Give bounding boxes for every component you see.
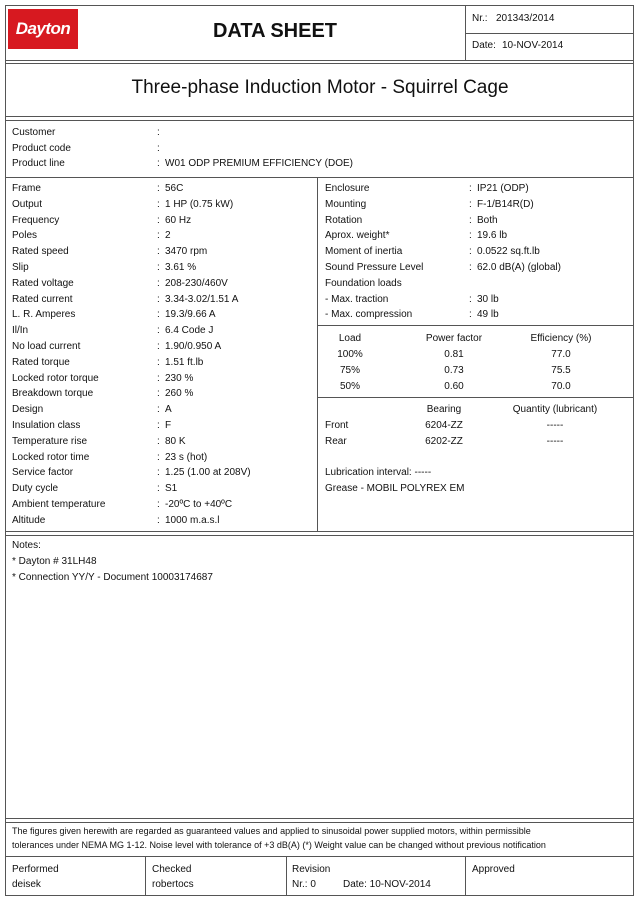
spec-colon: : xyxy=(157,309,160,321)
spec-value: F xyxy=(165,420,172,431)
note-item: * Dayton # 31LH48 xyxy=(12,556,97,567)
spec-colon: : xyxy=(157,483,160,495)
notes-label: Notes: xyxy=(12,540,41,551)
spec-colon: : xyxy=(157,198,160,210)
spec-label: Slip xyxy=(12,262,29,273)
checked-value: robertocs xyxy=(152,879,194,890)
spec-label: Duty cycle xyxy=(12,483,59,495)
spec-colon: : xyxy=(157,435,160,447)
spec-label: Temperature rise xyxy=(12,435,88,447)
spec-value: 6.4 Code J xyxy=(165,325,214,337)
identity-label: Customer xyxy=(12,127,56,138)
load-table-cell: 75.5 xyxy=(551,365,571,376)
bearing-table-header: Quantity (lubricant) xyxy=(512,404,598,415)
page-subtitle: Three-phase Induction Motor - Squirrel Cage xyxy=(131,77,509,98)
spec-value: 19.3/9.66 A xyxy=(165,309,216,321)
bearing-table-header: Bearing xyxy=(426,404,462,415)
spec-label: Insulation class xyxy=(12,420,81,431)
spec-colon: : xyxy=(157,404,160,416)
load-table-cell: 0.73 xyxy=(444,365,464,376)
spec-colon: : xyxy=(157,183,160,194)
spec-value: 80 K xyxy=(165,435,186,447)
spec-value: 0.0522 sq.ft.lb xyxy=(477,246,540,258)
spec-value: 3.34-3.02/1.51 A xyxy=(165,293,239,305)
lubrication-grease: Grease - MOBIL POLYREX EM xyxy=(325,483,465,494)
spec-label: Output xyxy=(12,198,43,210)
spec-colon: : xyxy=(469,293,472,305)
spec-label: Rated current xyxy=(12,293,73,305)
spec-value: A xyxy=(165,404,172,416)
spec-value: -20ºC to +40ºC xyxy=(165,499,233,510)
spec-colon: : xyxy=(157,372,160,384)
spec-label: Altitude xyxy=(12,514,46,526)
identity-label: Product line xyxy=(12,158,65,169)
spec-value: 1.25 (1.00 at 208V) xyxy=(165,467,251,479)
spec-label: Breakdown torque xyxy=(12,388,94,400)
spec-value: 62.0 dB(A) (global) xyxy=(477,262,561,273)
document-title: DATA SHEET xyxy=(212,20,338,42)
spec-value: 1000 m.a.s.l xyxy=(165,514,220,526)
load-table-cell: 70.0 xyxy=(551,381,571,392)
spec-colon: : xyxy=(157,277,160,289)
revision-date: Date: 10-NOV-2014 xyxy=(343,879,431,890)
spec-colon: : xyxy=(157,230,160,242)
load-table-cell: 75% xyxy=(339,365,360,376)
identity-colon: : xyxy=(157,142,160,154)
spec-colon: : xyxy=(469,183,472,194)
spec-value: 19.6 lb xyxy=(477,230,508,242)
spec-label: Sound Pressure Level xyxy=(325,262,424,273)
performed-label: Performed xyxy=(12,864,59,875)
spec-value: 60 Hz xyxy=(165,214,192,226)
disclaimer-line-2: tolerances under NEMA MG 1-12. Noise level with tolerance of +3 dB(A) (*) Weight value can be changed without previous notification xyxy=(12,840,546,850)
spec-value: S1 xyxy=(165,483,178,495)
spec-label: Frequency xyxy=(12,214,60,226)
bearing-model: 6202-ZZ xyxy=(425,435,463,447)
spec-value: 3.61 % xyxy=(165,262,197,273)
identity-label: Product code xyxy=(12,142,71,154)
bearing-quantity: ----- xyxy=(546,435,564,447)
spec-value: 2 xyxy=(165,230,171,242)
spec-colon: : xyxy=(157,214,160,226)
performed-value: deisek xyxy=(12,879,41,890)
spec-colon: : xyxy=(157,467,160,479)
spec-value: 3470 rpm xyxy=(165,246,208,258)
spec-label: Locked rotor time xyxy=(12,451,90,463)
spec-label: - Max. compression xyxy=(325,309,413,321)
spec-colon: : xyxy=(157,341,160,352)
spec-colon: : xyxy=(157,262,160,273)
revision-label: Revision xyxy=(292,864,331,875)
spec-label: Rated speed xyxy=(12,246,69,258)
spec-colon: : xyxy=(469,309,472,321)
spec-colon: : xyxy=(157,420,160,431)
spec-label: Locked rotor torque xyxy=(12,372,99,384)
spec-label: Rotation xyxy=(325,214,363,226)
identity-colon: : xyxy=(157,158,160,169)
spec-colon: : xyxy=(469,230,472,242)
identity-colon: : xyxy=(157,127,160,138)
spec-label: Rated torque xyxy=(12,356,70,368)
spec-colon: : xyxy=(469,246,472,258)
spec-value: IP21 (ODP) xyxy=(477,183,529,194)
spec-value: 260 % xyxy=(165,388,194,400)
load-table-cell: 50% xyxy=(339,381,360,392)
spec-colon: : xyxy=(157,514,160,526)
spec-value: 30 lb xyxy=(477,293,499,305)
spec-label: - Max. traction xyxy=(325,293,389,305)
spec-label: Enclosure xyxy=(325,183,370,194)
spec-value: 49 lb xyxy=(477,309,499,321)
load-table-cell: 100% xyxy=(337,349,363,360)
spec-label: Ambient temperature xyxy=(12,499,106,510)
doc-number-value: 201343/2014 xyxy=(496,13,555,24)
spec-value: 1.51 ft.lb xyxy=(165,356,204,368)
revision-number: Nr.: 0 xyxy=(292,879,316,890)
doc-date-value: 10-NOV-2014 xyxy=(502,40,564,51)
spec-colon: : xyxy=(157,451,160,463)
lubrication-interval: Lubrication interval: ----- xyxy=(325,467,432,478)
spec-label: Poles xyxy=(12,230,38,242)
spec-colon: : xyxy=(157,325,160,337)
spec-value: 1.90/0.950 A xyxy=(165,341,222,352)
spec-value: 1 HP (0.75 kW) xyxy=(165,198,234,210)
spec-colon: : xyxy=(157,246,160,258)
spec-label: Il/In xyxy=(12,325,29,337)
load-table-header: Power factor xyxy=(425,333,483,344)
spec-label: Rated voltage xyxy=(12,277,74,289)
spec-value: 230 % xyxy=(165,372,194,384)
spec-label: Frame xyxy=(12,183,41,194)
spec-value: 56C xyxy=(165,183,184,194)
spec-colon: : xyxy=(469,214,472,226)
bearing-position: Rear xyxy=(325,435,347,447)
spec-colon: : xyxy=(157,499,160,510)
note-item: * Connection YY/Y - Document 10003174687 xyxy=(12,572,213,583)
spec-label: Aprox. weight* xyxy=(325,230,390,242)
bearing-model: 6204-ZZ xyxy=(425,420,463,431)
spec-label: No load current xyxy=(12,341,81,352)
spec-label: Mounting xyxy=(325,198,367,210)
load-table-cell: 0.81 xyxy=(444,349,464,360)
approved-label: Approved xyxy=(472,864,515,875)
spec-label: Foundation loads xyxy=(325,277,402,289)
load-table-cell: 0.60 xyxy=(444,381,464,392)
spec-label: Service factor xyxy=(12,467,74,479)
identity-value: W01 ODP PREMIUM EFFICIENCY (DOE) xyxy=(165,158,353,169)
disclaimer-line-1: The figures given herewith are regarded as guaranteed values and applied to sinusoidal power supplied motors, within permissible xyxy=(12,826,531,836)
spec-colon: : xyxy=(157,388,160,400)
spec-value: 23 s (hot) xyxy=(165,451,208,463)
spec-colon: : xyxy=(469,262,472,273)
bearing-quantity: ----- xyxy=(546,420,564,431)
checked-label: Checked xyxy=(152,864,192,875)
spec-label: Design xyxy=(12,404,44,416)
doc-number-label: Nr.: xyxy=(472,13,488,24)
spec-colon: : xyxy=(157,293,160,305)
load-table-header: Efficiency (%) xyxy=(530,333,592,344)
spec-label: Moment of inertia xyxy=(325,246,403,258)
spec-value: Both xyxy=(477,214,498,226)
spec-value: 208-230/460V xyxy=(165,277,228,289)
dayton-logo: Dayton xyxy=(8,9,78,49)
spec-value: F-1/B14R(D) xyxy=(477,198,534,210)
spec-colon: : xyxy=(469,198,472,210)
load-table-cell: 77.0 xyxy=(551,349,571,360)
spec-label: L. R. Amperes xyxy=(12,309,76,321)
doc-date-label: Date: xyxy=(472,40,496,51)
load-table-header: Load xyxy=(338,333,362,344)
bearing-position: Front xyxy=(325,420,349,431)
spec-colon: : xyxy=(157,356,160,368)
